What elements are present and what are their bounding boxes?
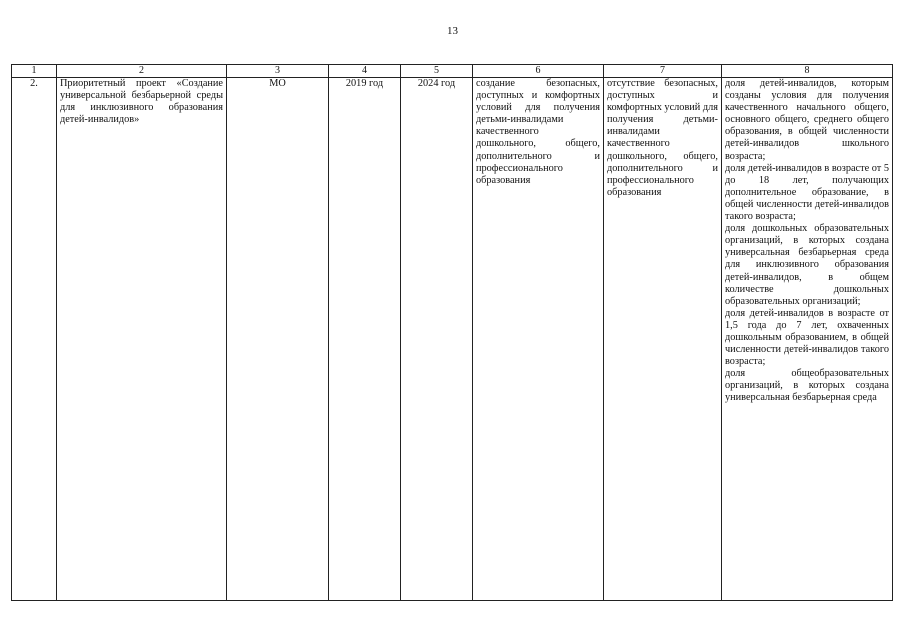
col-header-5: 5	[401, 65, 473, 78]
project-name: Приоритетный проект «Создание универсальной безбарьерной среды для инклюзивного образования детей-инвалидов»	[57, 78, 227, 601]
task-description: создание безопасных, доступных и комфортных условий для получения детьми-инвалидами качественного дошкольного, общего, дополнительного и профессионального образования	[473, 78, 604, 601]
col-header-1: 1	[12, 65, 57, 78]
row-number: 2.	[12, 78, 57, 601]
program-table	[11, 64, 893, 601]
indicator-item: доля детей-инвалидов в возрасте от 5 до 18 лет, получающих дополнительное образование, в общей численности детей-инвалидов такого возраста;	[725, 162, 890, 223]
executor: МО	[227, 78, 329, 601]
col-header-7: 7	[604, 65, 722, 78]
col-header-4: 4	[329, 65, 401, 78]
indicator-item: доля детей-инвалидов, которым созданы условия для получения качественного начального общего, основного общего, среднего общего образования, в общей численности детей-инвалидов школьного возраста;	[725, 78, 889, 162]
col-header-8: 8	[722, 65, 893, 78]
indicator-item: доля общеобразовательных организаций, в которых создана универсальная безбарьерная среда	[725, 368, 889, 404]
col-header-6: 6	[473, 65, 604, 78]
column-number-row	[12, 65, 893, 78]
indicators-cell	[722, 78, 893, 601]
page-number: 13	[447, 25, 458, 37]
indicator-item: доля дошкольных образовательных организаций, в которых создана универсальная безбарьерная среда для инклюзивного образования детей-инвалидов, в общем количестве дошкольных образовательных организаций;	[725, 223, 889, 307]
end-year: 2024 год	[401, 78, 473, 601]
problem-description: отсутствие безопасных, доступных и комфортных условий для получения детьми-инвалидами качественного дошкольного, общего, дополнительного и профессионального образования	[604, 78, 722, 601]
col-header-3: 3	[227, 65, 329, 78]
col-header-2: 2	[57, 65, 227, 78]
table-row	[12, 78, 893, 601]
start-year: 2019 год	[329, 78, 401, 601]
indicator-item: доля детей-инвалидов в возрасте от 1,5 года до 7 лет, охваченных дошкольным образованием, в общей численности детей-инвалидов такого возраста;	[725, 307, 889, 368]
